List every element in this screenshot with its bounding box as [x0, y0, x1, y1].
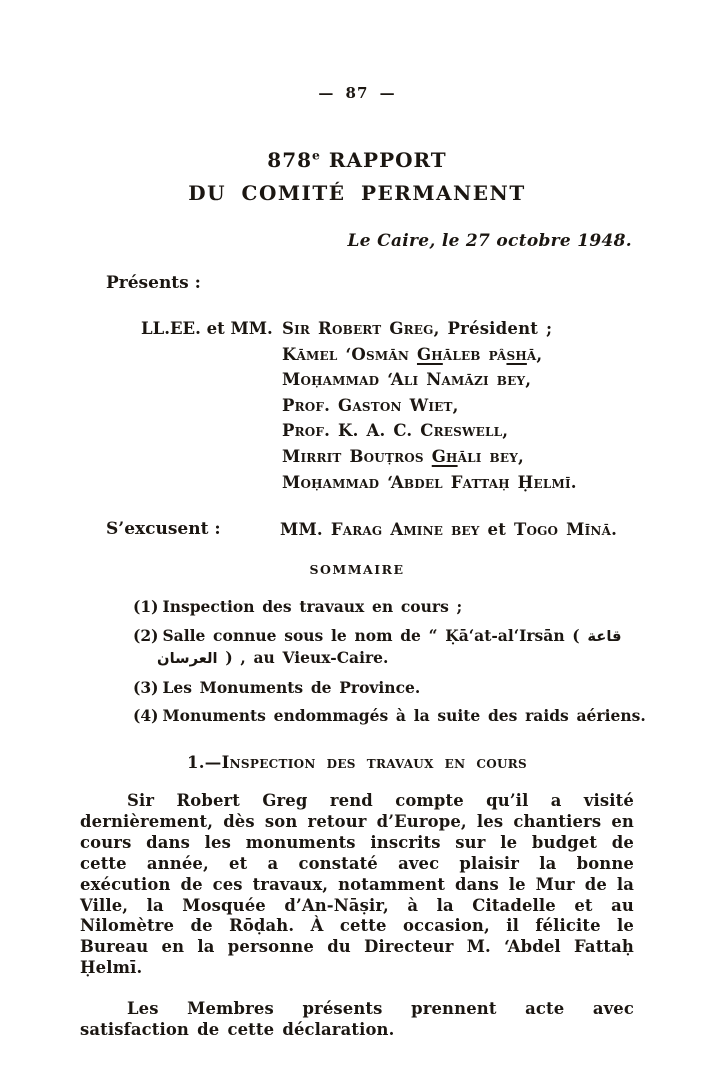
- attendee-row: [282, 367, 577, 393]
- text-segment: قاعة العرسان: [157, 627, 622, 667]
- text-segment: et: [479, 520, 514, 539]
- text-segment: Inspection des travaux en cours ;: [162, 597, 463, 616]
- text-segment: āli bey,: [457, 446, 524, 466]
- dateline: Le Caire, le 27 octobre 1948.: [347, 231, 632, 251]
- sommaire-item-number: (2): [133, 625, 159, 645]
- text-segment: Moḥammad ‘Abdel Fattaḥ Ḥelmī.: [282, 472, 577, 492]
- text-segment: ā,: [526, 344, 543, 364]
- text-segment: Sir Robert Greg,: [282, 319, 440, 338]
- report-title-line2: DU COMITÉ PERMANENT: [188, 181, 526, 205]
- text-segment: āleb pâ: [442, 344, 507, 364]
- text-segment: Moḥammad ‘Ali Namāzi bey,: [282, 370, 532, 390]
- excused-value: [280, 520, 617, 539]
- text-segment: Monuments endommagés à la suite des raids aériens.: [162, 706, 646, 725]
- attendee-row: [282, 470, 577, 496]
- sommaire-title: SOMMAIRE: [309, 562, 405, 577]
- attendee-row: [282, 393, 577, 419]
- text-segment: Président ;: [439, 319, 553, 338]
- report-title: [80, 148, 634, 205]
- sommaire-item-number: (4): [133, 706, 159, 725]
- sommaire-item-number: (3): [133, 677, 159, 697]
- attendee-row: [282, 342, 577, 368]
- attendee-list: [282, 316, 577, 495]
- text-segment: Inspection des travaux en cours: [221, 753, 527, 772]
- text-segment: e: [312, 147, 321, 163]
- text-segment: Prof. K. A. C. Creswell,: [282, 421, 509, 441]
- attendee-row: [282, 444, 577, 470]
- text-segment: 1.—: [186, 753, 222, 772]
- text-segment: Gh: [416, 344, 443, 364]
- attendee-row: [282, 316, 577, 342]
- text-segment: Mirrit Bouṭros: [282, 446, 432, 466]
- sommaire-list: [133, 596, 649, 734]
- text-segment: Gh: [431, 446, 458, 466]
- text-segment: Kāmel ‘Osmān: [282, 344, 417, 364]
- section-heading: [80, 753, 634, 772]
- sommaire-item: [133, 705, 649, 727]
- attendees-group-label: LL.EE. et MM.: [141, 319, 273, 338]
- text-segment: ) , au Vieux-Caire.: [217, 648, 389, 667]
- paragraph: Les Membres présents prennent acte avec satisfaction de cette déclaration.: [80, 999, 634, 1040]
- text-segment: RAPPORT: [320, 148, 447, 172]
- text-segment: Prof. Gaston Wiet,: [282, 395, 459, 415]
- presents-label: Présents :: [106, 273, 201, 293]
- text-segment: Les Monuments de Province.: [162, 677, 421, 697]
- text-segment: Togo Mīnā.: [513, 520, 618, 539]
- paragraph: Sir Robert Greg rend compte qu’il a visité dernièrement, dès son retour d’Europe, les chantiers en cours dans les monuments inscrits sur le budget de cette année, et a constaté avec plaisir la bonne exécution de ces travaux, notamment dans le Mur de la Ville, la Mosquée d’An-Nāṣir, à la Citadelle et au Nilomètre de Rōḍah. À cette occasion, il félicite le Bureau en la personne du Directeur M. ‘Abdel Fattaḥ Ḥelmī.: [80, 791, 634, 978]
- report-title-line1: [80, 148, 634, 172]
- excused-label: S’excusent :: [106, 519, 221, 539]
- text-segment: MM. Farag Amine bey: [280, 520, 480, 539]
- sommaire-item: [133, 596, 649, 618]
- text-segment: Salle connue sous le nom de “ Ḳā‘at-al‘Irsān (: [162, 625, 588, 645]
- body-paragraphs: [80, 791, 634, 1041]
- text-segment: 878: [267, 148, 313, 172]
- attendee-row: [282, 418, 577, 444]
- sommaire-item: [133, 677, 649, 699]
- sommaire-item: [133, 625, 649, 670]
- text-segment: sh: [506, 344, 527, 364]
- page-number: — 87 —: [318, 84, 396, 102]
- sommaire-item-number: (1): [133, 597, 159, 616]
